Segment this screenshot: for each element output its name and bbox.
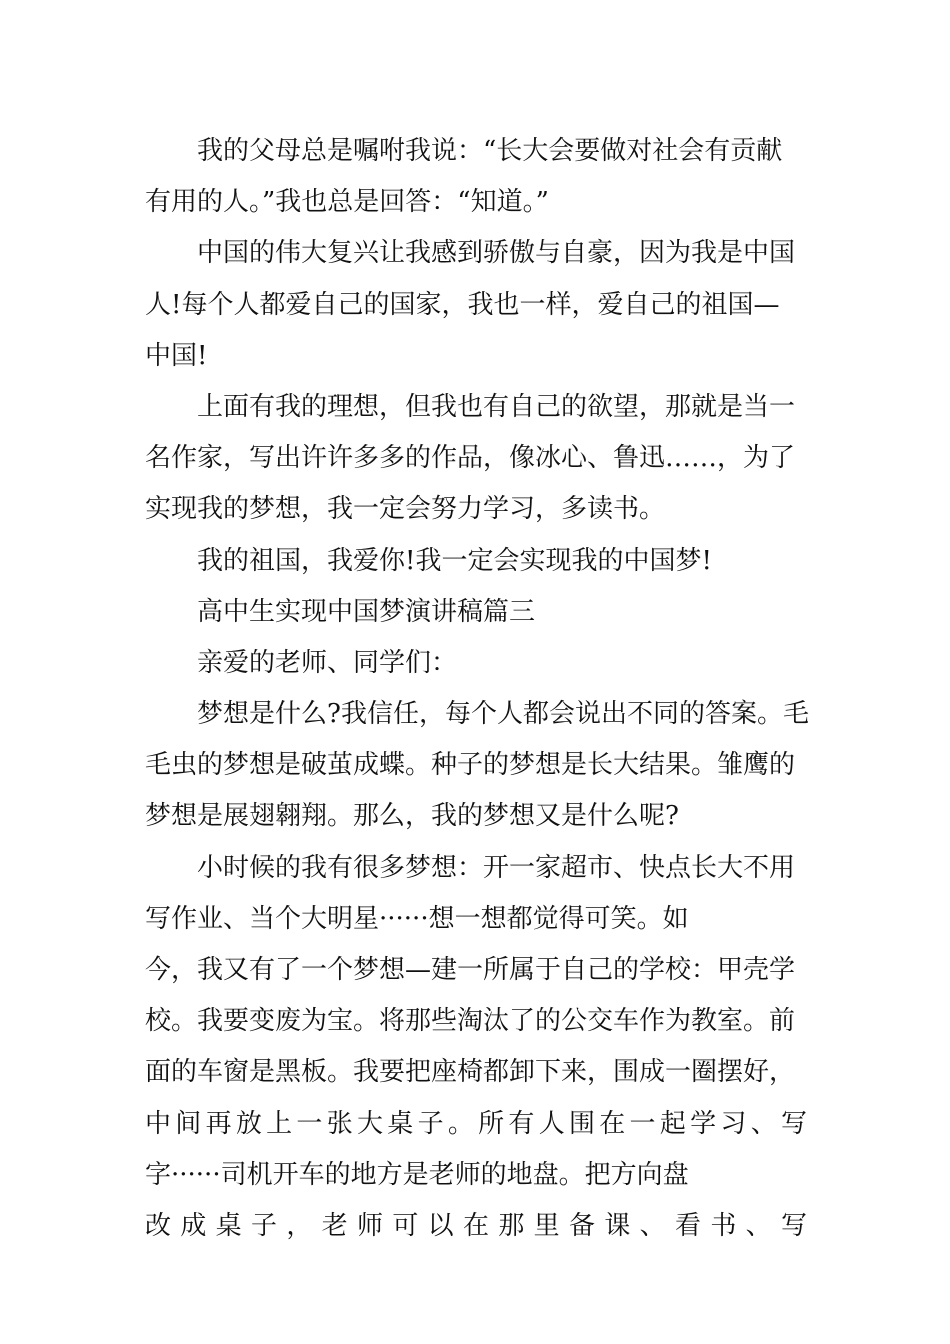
paragraph-line: 中间再放上一张大桌子。所有人围在一起学习、写 [145,1108,807,1139]
paragraph-line: 梦想是展翅翱翔。那么，我的梦想又是什么呢? [145,801,679,832]
paragraph-line: 我的父母总是嘱咐我说：“长大会要做对社会有贡献 [197,136,783,166]
salutation: 亲爱的老师、同学们： [197,647,458,678]
paragraph-line: 面的车窗是黑板。我要把座椅都卸下来，围成一圈摆好， [145,1057,796,1088]
paragraph-line: 中国的伟大复兴让我感到骄傲与自豪，因为我是中国 [197,238,796,269]
paragraph-line: 上面有我的理想，但我也有自己的欲望，那就是当一 [197,391,796,422]
paragraph-line: 小时候的我有很多梦想：开一家超市、快点长大不用 [197,852,796,883]
section-heading: 高中生实现中国梦演讲稿篇三 [197,596,536,627]
paragraph-line: 名作家，写出许许多多的作品，像冰心、鲁迅……，为了 [145,443,796,474]
paragraph-line: 今，我又有了一个梦想—建一所属于自己的学校：甲壳学 [145,955,796,985]
paragraph-line: 有用的人。”我也总是回答：“知道。” [145,187,549,218]
paragraph-line: 实现我的梦想，我一定会努力学习，多读书。 [145,494,666,525]
paragraph-line: 改成桌子，老师可以在那里备课、看书、写 [145,1210,807,1241]
paragraph-line: 字······司机开车的地方是老师的地盘。把方向盘 [145,1159,689,1190]
paragraph-line: 写作业、当个大明星······想一想都觉得可笑。如 [145,903,689,934]
paragraph-line: 人!每个人都爱自己的国家，我也一样，爱自己的祖国— [145,289,780,320]
paragraph-line: 中国! [145,340,208,371]
paragraph-line: 我的祖国，我爱你!我一定会实现我的中国梦! [197,545,712,576]
paragraph-line: 校。我要变废为宝。将那些淘汰了的公交车作为教室。前 [145,1006,796,1037]
paragraph-line: 毛虫的梦想是破茧成蝶。种子的梦想是长大结果。雏鹰的 [145,750,796,781]
paragraph-line: 梦想是什么?我信任，每个人都会说出不同的答案。毛 [197,699,809,730]
document-body [145,126,807,1252]
